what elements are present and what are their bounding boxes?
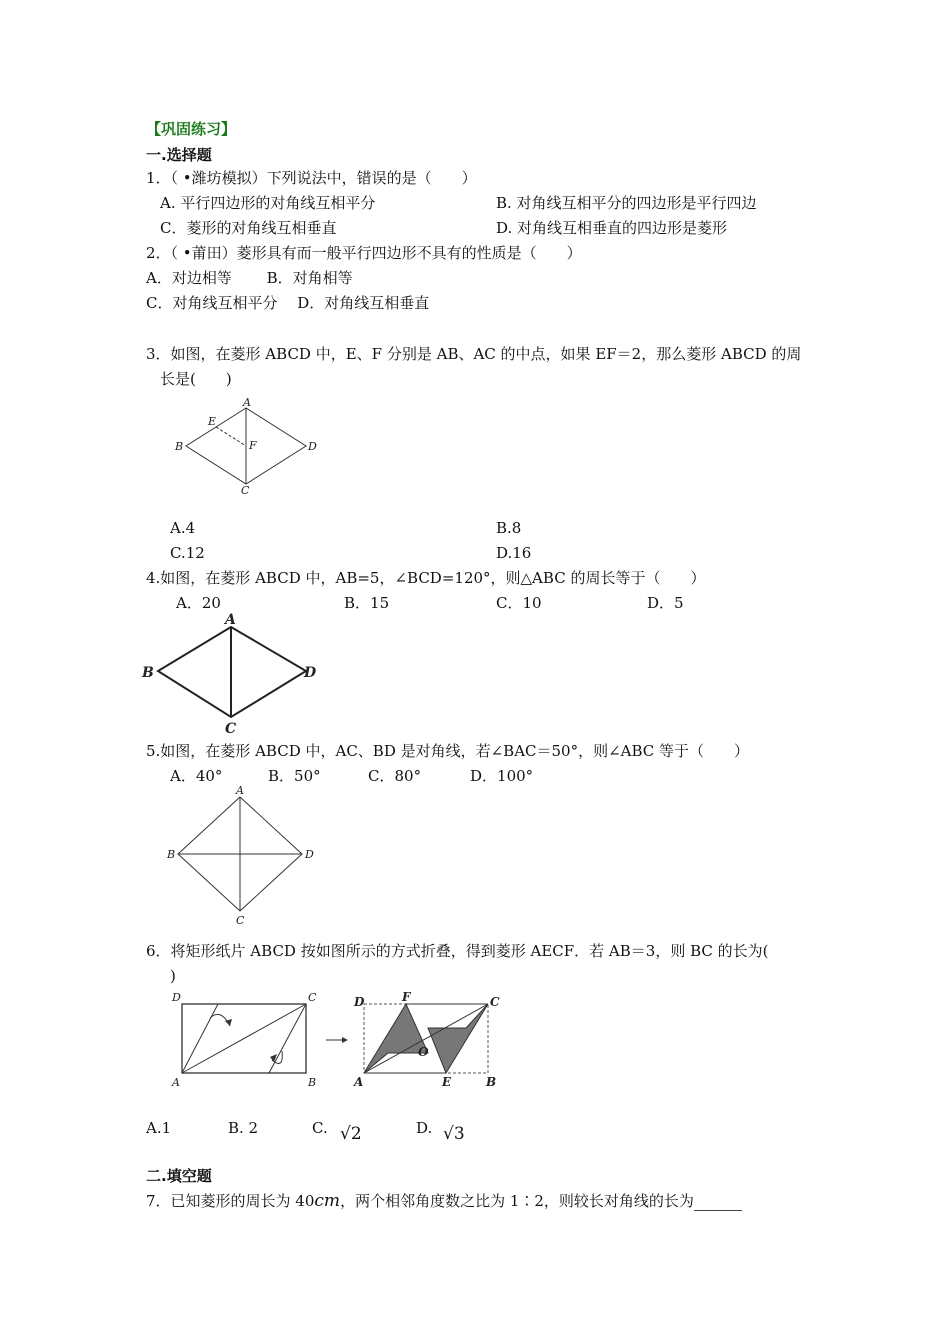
q6-option-c-value: √2 [340,1124,362,1144]
q6-option-d: D. [416,1119,433,1137]
q5-option-b: B．50° [268,767,321,785]
q3-stem-line1: 3．如图，在菱形 ABCD 中，E、F 分别是 AB、AC 的中点，如果 EF＝2，那么菱形 ABCD 的周 [146,345,802,363]
q5-option-a: A．40° [170,767,223,785]
q6-left-label-c: C [308,991,317,1004]
q4-rhombus-figure [140,612,330,738]
q1-option-d: D. 对角线互相垂直的四边形是菱形 [496,219,728,237]
q3-rhombus-figure [170,396,330,496]
page-title: 【巩固练习】 [146,120,237,138]
q1-option-a: A. 平行四边形的对角线互相平分 [160,194,376,212]
q6-fold-figure [166,988,506,1092]
q6-right-label-a: A [354,1075,364,1089]
q6-left-label-d: D [172,991,181,1004]
q4-label-a: A [225,612,236,628]
q6-stem-line2: ) [170,967,176,985]
q5-option-c: C．80° [368,767,422,785]
q5-rhombus-figure [166,784,326,930]
q6-stem-line1: 6．将矩形纸片 ABCD 按如图所示的方式折叠，得到菱形 AECF．若 AB＝3，则 BC 的长为( [146,942,769,960]
q6-right-label-d: D [354,995,365,1009]
q3-label-d: D [308,440,317,453]
q5-stem: 5.如图，在菱形 ABCD 中，AC、BD 是对角线，若∠BAC＝50°，则∠ABC 等于（ ） [146,742,750,760]
q4-label-b: B [142,665,154,681]
section-title-choice: 一.选择题 [146,146,212,164]
q4-label-d: D [304,665,317,681]
q6-option-a: A.1 [146,1119,172,1137]
q3-label-e: E [208,415,217,428]
q6-option-c: C. [312,1119,328,1137]
q3-stem-line2: 长是( ) [160,370,232,388]
q4-stem: 4.如图，在菱形 ABCD 中，AB=5，∠BCD=120°，则△ABC 的周长等于（ ） [146,569,706,587]
q6-option-b: B. 2 [228,1119,259,1137]
q1-option-b: B. 对角线互相平分的四边形是平行四边 [496,194,757,212]
q7-stem [146,1191,742,1211]
q7-stem-start: 7．已知菱形的周长为 40 [146,1192,315,1210]
q3-label-a: A [243,396,251,409]
q6-right-label-b: B [486,1075,497,1089]
q5-label-b: B [167,848,176,861]
q4-label-c: C [225,721,237,737]
q1-stem: 1．（ •潍坊模拟）下列说法中，错误的是（ ） [146,169,477,187]
q4-option-d: D．5 [647,594,684,612]
q6-left-label-b: B [308,1076,317,1089]
q1-option-c: C．菱形的对角线互相垂直 [160,219,337,237]
q2-stem: 2．（ •莆田）菱形具有而一般平行四边形不具有的性质是（ ） [146,244,582,262]
q5-label-c: C [236,914,245,927]
q4-option-c: C．10 [496,594,542,612]
q4-option-b: B．15 [344,594,390,612]
q3-option-a: A.4 [170,519,196,537]
q5-option-d: D．100° [470,767,534,785]
q3-label-c: C [241,484,250,497]
q6-left-label-a: A [172,1076,180,1089]
q3-option-c: C.12 [170,544,205,562]
q6-right-label-e: E [442,1075,452,1089]
q3-label-f: F [249,439,257,452]
q5-label-d: D [305,848,314,861]
q3-label-b: B [175,440,184,453]
q7-stem-end: ，两个相邻角度数之比为 1∶2，则较长对角线的长为 [340,1192,694,1210]
q5-label-a: A [236,784,244,797]
q3-option-d: D.16 [496,544,532,562]
q2-options-cd: C．对角线互相平分 D．对角线互相垂直 [146,294,430,312]
section-title-fill: 二.填空题 [146,1167,212,1185]
q6-option-d-value: √3 [443,1124,465,1144]
q6-right-label-c: C [490,995,500,1009]
q7-unit: cm [314,1191,341,1211]
q4-option-a: A．20 [176,594,221,612]
q7-answer-blank [694,1196,742,1211]
q6-right-label-f: F [402,990,411,1004]
q2-options-ab: A．对边相等 B．对角相等 [146,269,353,287]
q3-option-b: B.8 [496,519,522,537]
q6-right-label-o: O [418,1045,429,1059]
